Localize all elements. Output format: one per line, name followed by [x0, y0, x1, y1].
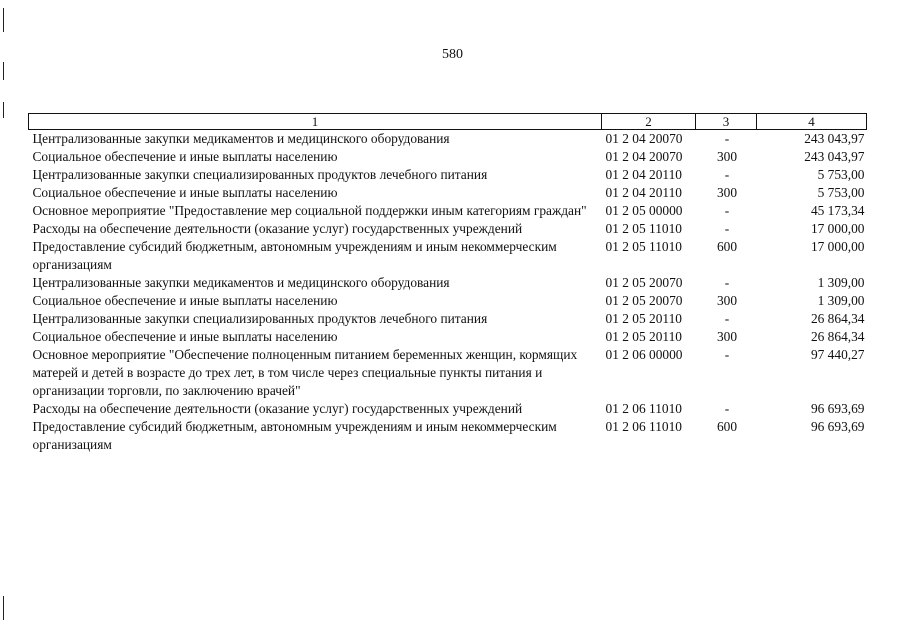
row-name: Централизованные закупки медикаментов и медицинского оборудования [32, 275, 450, 290]
row-type: - [724, 131, 730, 146]
row-type: - [724, 167, 730, 182]
row-name: Социальное обеспечение и иные выплаты населению [32, 185, 338, 200]
row-type: - [724, 401, 730, 416]
table-row [29, 328, 867, 346]
row-amount: 96 693,69 [810, 401, 865, 416]
row-type: 600 [716, 419, 738, 434]
row-name: Социальное обеспечение и иные выплаты населению [32, 293, 338, 308]
margin-mark [3, 596, 4, 620]
table-row [29, 274, 867, 292]
row-name: Социальное обеспечение и иные выплаты населению [32, 149, 338, 164]
row-code: 01 2 05 00000 [605, 203, 683, 218]
row-name: Расходы на обеспечение деятельности (оказание услуг) государственных учреждений [32, 221, 523, 236]
row-name: Основное мероприятие "Обеспечение полноценным питанием беременных женщин, кормящих матерей и детей в возрасте до трех лет, в том числе через специальные пункты питания и организации торговли, по заключению врачей" [32, 347, 578, 398]
row-code: 01 2 06 11010 [605, 401, 682, 416]
row-amount: 97 440,27 [810, 347, 865, 362]
row-name: Основное мероприятие "Предоставление мер социальной поддержки иным категориям граждан" [32, 203, 587, 218]
column-header-3: 3 [696, 114, 757, 130]
row-type: - [724, 311, 730, 326]
column-header-2: 2 [602, 114, 696, 130]
row-code: 01 2 04 20110 [605, 185, 682, 200]
row-amount: 45 173,34 [810, 203, 865, 218]
table-row [29, 418, 867, 454]
column-header-1: 1 [29, 114, 602, 130]
row-type: 300 [716, 185, 738, 200]
table-row [29, 400, 867, 418]
row-amount: 26 864,34 [810, 311, 865, 326]
table-row [29, 310, 867, 328]
row-amount: 243 043,97 [804, 149, 865, 164]
row-code: 01 2 05 11010 [605, 239, 682, 254]
row-type: - [724, 203, 730, 218]
row-name: Расходы на обеспечение деятельности (оказание услуг) государственных учреждений [32, 401, 523, 416]
row-name: Предоставление субсидий бюджетным, автономным учреждениям и иным некоммерческим организациям [32, 419, 557, 452]
row-code: 01 2 06 11010 [605, 419, 682, 434]
row-name: Централизованные закупки специализированных продуктов лечебного питания [32, 167, 488, 182]
row-amount: 1 309,00 [817, 275, 865, 290]
row-code: 01 2 04 20070 [605, 149, 683, 164]
margin-mark [3, 62, 4, 80]
row-amount: 26 864,34 [810, 329, 865, 344]
table-row [29, 220, 867, 238]
row-type: 300 [716, 329, 738, 344]
row-amount: 17 000,00 [810, 221, 865, 236]
margin-mark [3, 8, 4, 32]
row-type: - [724, 347, 730, 362]
row-code: 01 2 05 20110 [605, 311, 682, 326]
row-type: 300 [716, 149, 738, 164]
page-number: 580 [442, 47, 463, 62]
table-row [29, 238, 867, 274]
row-amount: 1 309,00 [817, 293, 865, 308]
row-code: 01 2 05 20070 [605, 275, 683, 290]
row-amount: 5 753,00 [817, 185, 865, 200]
row-amount: 243 043,97 [804, 131, 865, 146]
table-row [29, 184, 867, 202]
row-code: 01 2 05 20070 [605, 293, 683, 308]
row-type: - [724, 221, 730, 236]
table-row [29, 166, 867, 184]
row-name: Централизованные закупки специализированных продуктов лечебного питания [32, 311, 488, 326]
budget-table [28, 113, 867, 454]
row-type: 600 [716, 239, 738, 254]
row-name: Социальное обеспечение и иные выплаты населению [32, 329, 338, 344]
row-amount: 17 000,00 [810, 239, 865, 254]
table-row [29, 130, 867, 149]
row-type: - [724, 275, 730, 290]
row-amount: 5 753,00 [817, 167, 865, 182]
table-header-row [29, 114, 867, 130]
table-row [29, 148, 867, 166]
row-name: Предоставление субсидий бюджетным, автономным учреждениям и иным некоммерческим организациям [32, 239, 557, 272]
margin-mark [3, 102, 4, 118]
column-header-4: 4 [757, 114, 867, 130]
row-amount: 96 693,69 [810, 419, 865, 434]
table-row [29, 292, 867, 310]
row-code: 01 2 05 20110 [605, 329, 682, 344]
row-code: 01 2 06 00000 [605, 347, 683, 362]
table-row [29, 346, 867, 400]
row-type: 300 [716, 293, 738, 308]
table-row [29, 202, 867, 220]
row-code: 01 2 04 20070 [605, 131, 683, 146]
row-name: Централизованные закупки медикаментов и медицинского оборудования [32, 131, 450, 146]
row-code: 01 2 04 20110 [605, 167, 682, 182]
row-code: 01 2 05 11010 [605, 221, 682, 236]
